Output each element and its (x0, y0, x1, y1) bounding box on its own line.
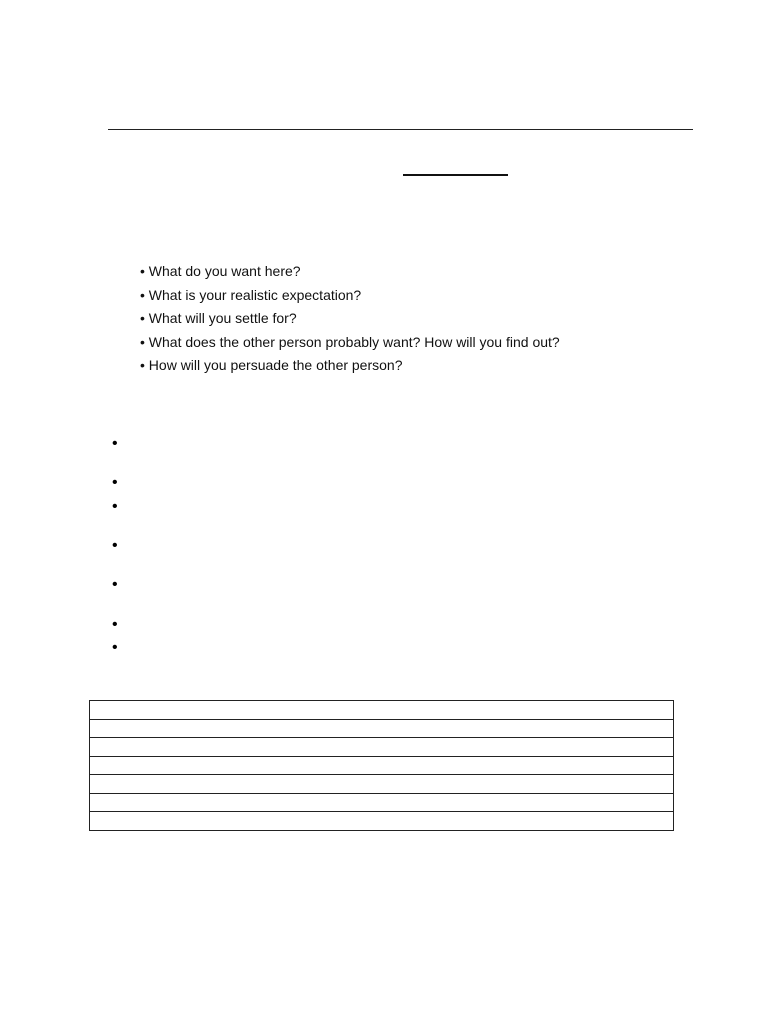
table-cell[interactable] (90, 719, 674, 738)
question-list (140, 260, 560, 378)
table-cell[interactable] (90, 701, 674, 720)
bullet-marker: • (112, 474, 118, 491)
table-cell[interactable] (90, 756, 674, 775)
bullet-marker: • (112, 498, 118, 515)
table-row (90, 738, 674, 757)
table-cell[interactable] (90, 793, 674, 812)
bullet-marker: • (112, 435, 118, 452)
bullet-marker: • (112, 639, 118, 656)
table-row (90, 756, 674, 775)
table-row (90, 793, 674, 812)
question-item: • What is your realistic expectation? (140, 286, 362, 303)
bullet-marker: • (112, 537, 118, 554)
table-cell[interactable] (90, 812, 674, 831)
bullet-marker: • (112, 576, 118, 593)
title-underline (403, 174, 508, 176)
blank-table (89, 700, 674, 831)
table-cell[interactable] (90, 775, 674, 794)
question-item: • How will you persuade the other person? (140, 357, 403, 373)
bullet-marker: • (112, 616, 118, 633)
table-row (90, 812, 674, 831)
question-item: • What do you want here? (140, 263, 301, 279)
question-item: • What will you settle for? (140, 310, 297, 326)
table-cell[interactable] (90, 738, 674, 757)
table-row (90, 775, 674, 794)
question-item: • What does the other person probably want? How will you find out? (140, 333, 560, 350)
header-rule (108, 129, 693, 130)
table-row (90, 719, 674, 738)
table-row (90, 701, 674, 720)
